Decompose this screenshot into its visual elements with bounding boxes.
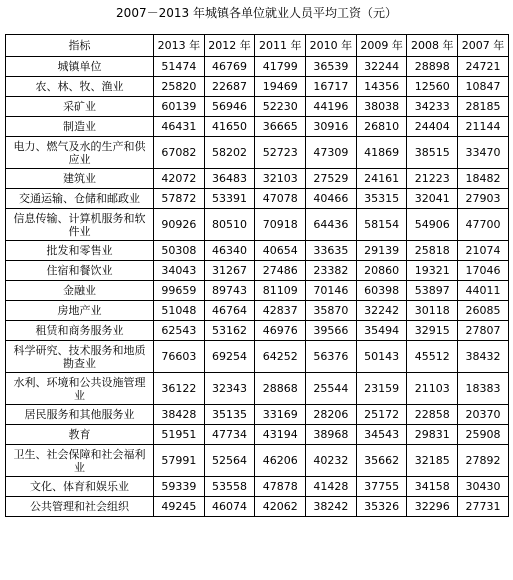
value-cell: 38038 [356, 97, 407, 117]
value-cell: 42837 [255, 301, 306, 321]
value-cell: 53897 [407, 281, 458, 301]
column-header-indicator: 指标 [6, 35, 154, 57]
value-cell: 28185 [458, 97, 509, 117]
column-header-year: 2008 年 [407, 35, 458, 57]
value-cell: 89743 [204, 281, 255, 301]
value-cell: 27486 [255, 261, 306, 281]
value-cell: 36665 [255, 117, 306, 137]
value-cell: 25818 [407, 241, 458, 261]
column-header-year: 2011 年 [255, 35, 306, 57]
table-row [6, 209, 509, 241]
value-cell: 54906 [407, 209, 458, 241]
value-cell: 37755 [356, 477, 407, 497]
value-cell: 18482 [458, 169, 509, 189]
value-cell: 46340 [204, 241, 255, 261]
value-cell: 32185 [407, 445, 458, 477]
value-cell: 58202 [204, 137, 255, 169]
value-cell: 21144 [458, 117, 509, 137]
value-cell: 36122 [154, 373, 205, 405]
value-cell: 57872 [154, 189, 205, 209]
value-cell: 26085 [458, 301, 509, 321]
value-cell: 47734 [204, 425, 255, 445]
value-cell: 34158 [407, 477, 458, 497]
value-cell: 17046 [458, 261, 509, 281]
value-cell: 27892 [458, 445, 509, 477]
value-cell: 40466 [306, 189, 357, 209]
value-cell: 46764 [204, 301, 255, 321]
table-row [6, 477, 509, 497]
value-cell: 53558 [204, 477, 255, 497]
value-cell: 43194 [255, 425, 306, 445]
indicator-cell: 租赁和商务服务业 [6, 321, 154, 341]
value-cell: 41650 [204, 117, 255, 137]
value-cell: 27731 [458, 497, 509, 517]
value-cell: 42072 [154, 169, 205, 189]
value-cell: 34043 [154, 261, 205, 281]
table-row [6, 57, 509, 77]
value-cell: 30118 [407, 301, 458, 321]
value-cell: 31267 [204, 261, 255, 281]
value-cell: 29831 [407, 425, 458, 445]
value-cell: 50143 [356, 341, 407, 373]
indicator-cell: 教育 [6, 425, 154, 445]
value-cell: 41799 [255, 57, 306, 77]
indicator-cell: 制造业 [6, 117, 154, 137]
value-cell: 51474 [154, 57, 205, 77]
value-cell: 22687 [204, 77, 255, 97]
indicator-cell: 公共管理和社会组织 [6, 497, 154, 517]
value-cell: 46431 [154, 117, 205, 137]
value-cell: 30916 [306, 117, 357, 137]
indicator-cell: 采矿业 [6, 97, 154, 117]
value-cell: 27529 [306, 169, 357, 189]
value-cell: 26810 [356, 117, 407, 137]
value-cell: 35326 [356, 497, 407, 517]
table-row [6, 405, 509, 425]
value-cell: 27807 [458, 321, 509, 341]
value-cell: 45512 [407, 341, 458, 373]
value-cell: 27903 [458, 189, 509, 209]
indicator-cell: 科学研究、技术服务和地质勘查业 [6, 341, 154, 373]
value-cell: 70146 [306, 281, 357, 301]
value-cell: 51951 [154, 425, 205, 445]
value-cell: 62543 [154, 321, 205, 341]
value-cell: 41428 [306, 477, 357, 497]
value-cell: 51048 [154, 301, 205, 321]
value-cell: 49245 [154, 497, 205, 517]
value-cell: 64436 [306, 209, 357, 241]
value-cell: 38968 [306, 425, 357, 445]
value-cell: 19469 [255, 77, 306, 97]
table-row [6, 341, 509, 373]
value-cell: 56946 [204, 97, 255, 117]
value-cell: 70918 [255, 209, 306, 241]
value-cell: 57991 [154, 445, 205, 477]
indicator-cell: 水利、环境和公共设施管理业 [6, 373, 154, 405]
table-row [6, 425, 509, 445]
table-row [6, 445, 509, 477]
table-row [6, 241, 509, 261]
value-cell: 58154 [356, 209, 407, 241]
value-cell: 32242 [356, 301, 407, 321]
value-cell: 35870 [306, 301, 357, 321]
column-header-year: 2007 年 [458, 35, 509, 57]
value-cell: 38432 [458, 341, 509, 373]
wage-table [5, 34, 509, 517]
table-title: 2007－2013 年城镇各单位就业人员平均工资（元） [116, 6, 397, 20]
value-cell: 50308 [154, 241, 205, 261]
indicator-cell: 电力、燃气及水的生产和供应业 [6, 137, 154, 169]
table-row [6, 77, 509, 97]
value-cell: 34543 [356, 425, 407, 445]
value-cell: 20370 [458, 405, 509, 425]
value-cell: 24404 [407, 117, 458, 137]
value-cell: 52723 [255, 137, 306, 169]
value-cell: 40232 [306, 445, 357, 477]
value-cell: 44196 [306, 97, 357, 117]
value-cell: 53391 [204, 189, 255, 209]
value-cell: 46074 [204, 497, 255, 517]
value-cell: 20860 [356, 261, 407, 281]
value-cell: 47700 [458, 209, 509, 241]
indicator-cell: 金融业 [6, 281, 154, 301]
value-cell: 99659 [154, 281, 205, 301]
value-cell: 12560 [407, 77, 458, 97]
table-row [6, 281, 509, 301]
value-cell: 32103 [255, 169, 306, 189]
value-cell: 24161 [356, 169, 407, 189]
column-header-year: 2012 年 [204, 35, 255, 57]
value-cell: 32343 [204, 373, 255, 405]
table-row [6, 321, 509, 341]
value-cell: 35315 [356, 189, 407, 209]
value-cell: 60398 [356, 281, 407, 301]
value-cell: 59339 [154, 477, 205, 497]
value-cell: 25172 [356, 405, 407, 425]
value-cell: 36539 [306, 57, 357, 77]
value-cell: 47078 [255, 189, 306, 209]
value-cell: 36483 [204, 169, 255, 189]
value-cell: 47878 [255, 477, 306, 497]
value-cell: 33470 [458, 137, 509, 169]
value-cell: 28206 [306, 405, 357, 425]
value-cell: 16717 [306, 77, 357, 97]
indicator-cell: 批发和零售业 [6, 241, 154, 261]
indicator-cell: 建筑业 [6, 169, 154, 189]
value-cell: 33169 [255, 405, 306, 425]
value-cell: 25820 [154, 77, 205, 97]
value-cell: 52230 [255, 97, 306, 117]
value-cell: 21223 [407, 169, 458, 189]
value-cell: 33635 [306, 241, 357, 261]
value-cell: 90926 [154, 209, 205, 241]
table-row [6, 261, 509, 281]
table-row [6, 137, 509, 169]
value-cell: 35662 [356, 445, 407, 477]
indicator-cell: 信息传输、计算机服务和软件业 [6, 209, 154, 241]
value-cell: 47309 [306, 137, 357, 169]
value-cell: 21074 [458, 241, 509, 261]
table-row [6, 497, 509, 517]
indicator-cell: 文化、体育和娱乐业 [6, 477, 154, 497]
value-cell: 38515 [407, 137, 458, 169]
indicator-cell: 卫生、社会保障和社会福利业 [6, 445, 154, 477]
value-cell: 38428 [154, 405, 205, 425]
value-cell: 52564 [204, 445, 255, 477]
value-cell: 67082 [154, 137, 205, 169]
value-cell: 35494 [356, 321, 407, 341]
table-header-row [6, 35, 509, 57]
value-cell: 22858 [407, 405, 458, 425]
value-cell: 41869 [356, 137, 407, 169]
table-row [6, 189, 509, 209]
value-cell: 29139 [356, 241, 407, 261]
value-cell: 19321 [407, 261, 458, 281]
value-cell: 60139 [154, 97, 205, 117]
value-cell: 44011 [458, 281, 509, 301]
column-header-year: 2010 年 [306, 35, 357, 57]
value-cell: 23382 [306, 261, 357, 281]
value-cell: 40654 [255, 241, 306, 261]
value-cell: 23159 [356, 373, 407, 405]
value-cell: 25908 [458, 425, 509, 445]
table-body [6, 57, 509, 517]
value-cell: 80510 [204, 209, 255, 241]
indicator-cell: 居民服务和其他服务业 [6, 405, 154, 425]
indicator-cell: 城镇单位 [6, 57, 154, 77]
value-cell: 30430 [458, 477, 509, 497]
indicator-cell: 农、林、牧、渔业 [6, 77, 154, 97]
value-cell: 32041 [407, 189, 458, 209]
value-cell: 46976 [255, 321, 306, 341]
table-row [6, 373, 509, 405]
value-cell: 38242 [306, 497, 357, 517]
value-cell: 32244 [356, 57, 407, 77]
indicator-cell: 交通运输、仓储和邮政业 [6, 189, 154, 209]
value-cell: 42062 [255, 497, 306, 517]
value-cell: 10847 [458, 77, 509, 97]
value-cell: 32296 [407, 497, 458, 517]
table-row [6, 301, 509, 321]
value-cell: 39566 [306, 321, 357, 341]
table-row [6, 117, 509, 137]
column-header-year: 2013 年 [154, 35, 205, 57]
value-cell: 81109 [255, 281, 306, 301]
value-cell: 46206 [255, 445, 306, 477]
value-cell: 34233 [407, 97, 458, 117]
indicator-cell: 房地产业 [6, 301, 154, 321]
value-cell: 32915 [407, 321, 458, 341]
table-row [6, 169, 509, 189]
value-cell: 46769 [204, 57, 255, 77]
value-cell: 18383 [458, 373, 509, 405]
indicator-cell: 住宿和餐饮业 [6, 261, 154, 281]
value-cell: 35135 [204, 405, 255, 425]
value-cell: 28868 [255, 373, 306, 405]
value-cell: 21103 [407, 373, 458, 405]
value-cell: 64252 [255, 341, 306, 373]
value-cell: 28898 [407, 57, 458, 77]
value-cell: 76603 [154, 341, 205, 373]
value-cell: 69254 [204, 341, 255, 373]
value-cell: 14356 [356, 77, 407, 97]
table-row [6, 97, 509, 117]
column-header-year: 2009 年 [356, 35, 407, 57]
value-cell: 56376 [306, 341, 357, 373]
value-cell: 25544 [306, 373, 357, 405]
value-cell: 24721 [458, 57, 509, 77]
value-cell: 53162 [204, 321, 255, 341]
